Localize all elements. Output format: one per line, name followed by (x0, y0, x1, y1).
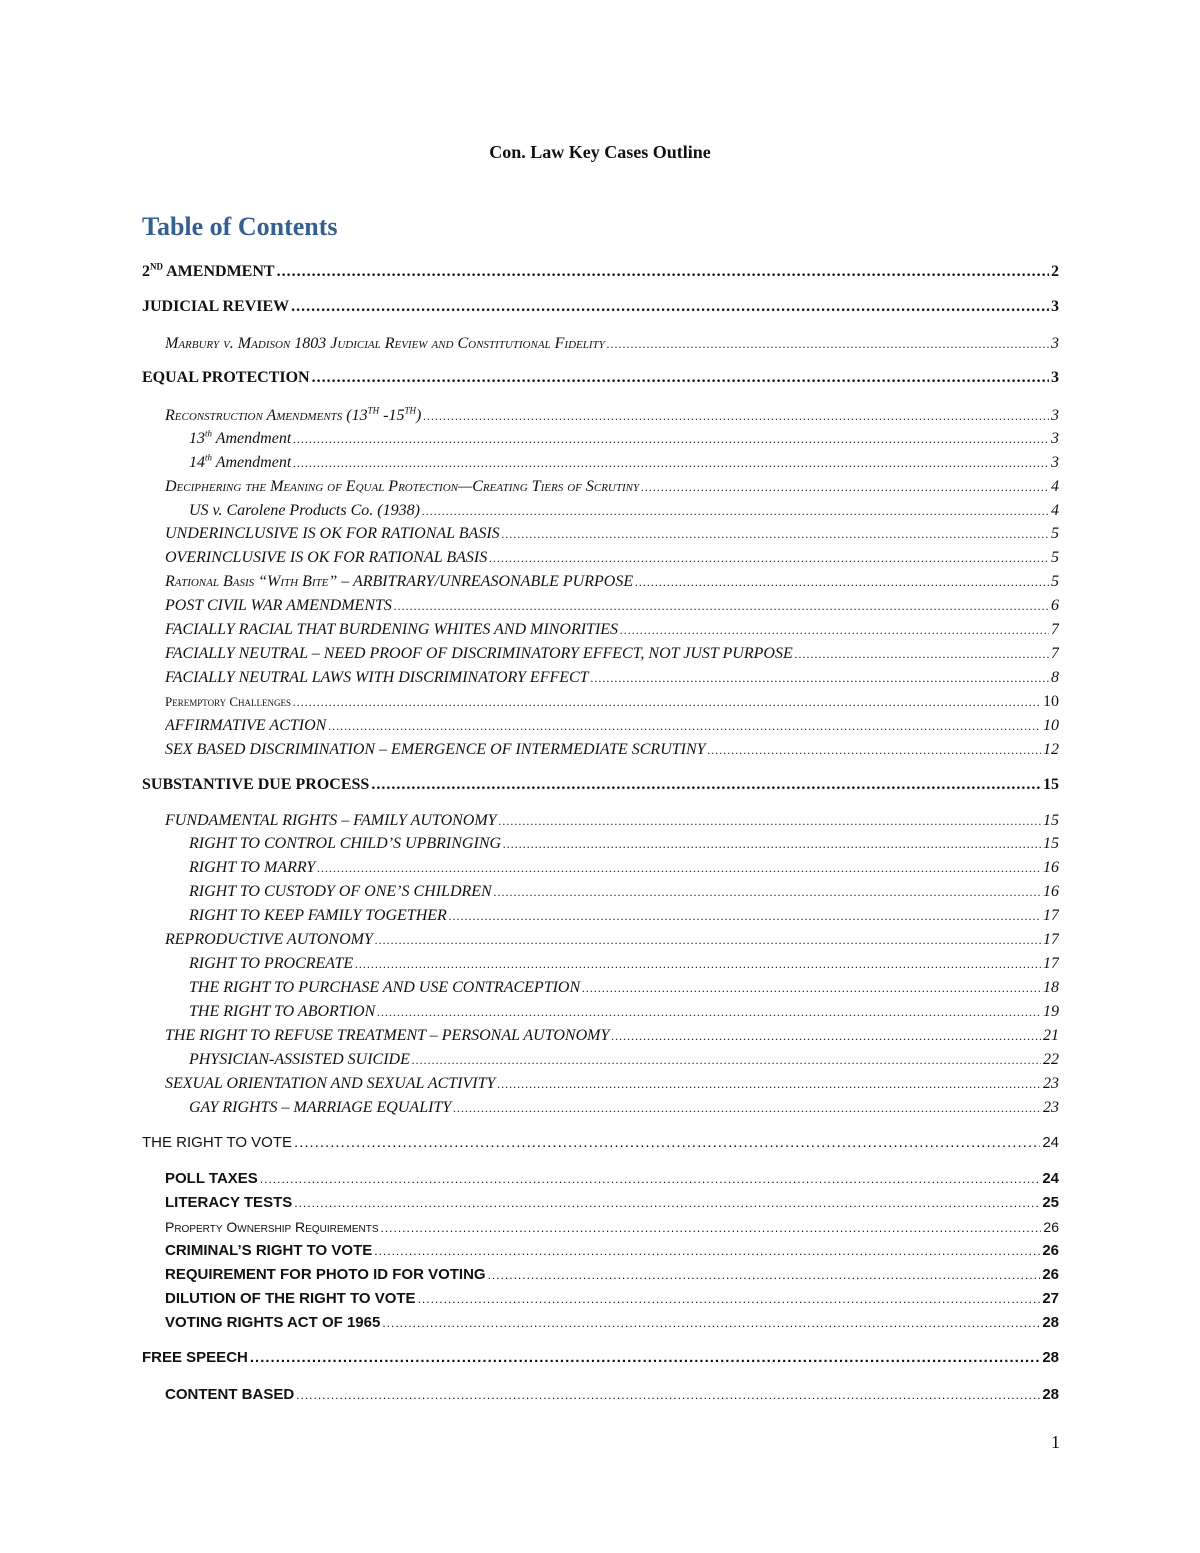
toc-entry-label: LITERACY TESTS (165, 1194, 293, 1211)
dot-leader (294, 1133, 1040, 1153)
dot-leader (422, 501, 1049, 521)
dot-leader (293, 453, 1049, 473)
toc-entry-label: DILUTION OF THE RIGHT TO VOTE (165, 1290, 416, 1307)
dot-leader (497, 1074, 1041, 1094)
dot-leader (641, 477, 1049, 497)
dot-leader (291, 297, 1049, 317)
toc-entry-page: 12 (1043, 741, 1059, 758)
toc-entry-page: 25 (1042, 1194, 1059, 1211)
toc-entry-page: 21 (1043, 1027, 1059, 1044)
toc-entry-page: 7 (1051, 645, 1059, 662)
toc-entry-label: SUBSTANTIVE DUE PROCESS (142, 776, 370, 793)
toc-entry-right-to-procreate[interactable] (189, 954, 1059, 976)
dot-leader (494, 882, 1041, 902)
dot-leader (260, 1169, 1041, 1189)
toc-entry-page: 22 (1043, 1051, 1059, 1068)
toc-entry-page: 27 (1042, 1290, 1059, 1307)
dot-leader (382, 1313, 1040, 1333)
toc-entry-page: 28 (1042, 1349, 1059, 1366)
toc-entry-label: Deciphering the Meaning of Equal Protection—Creating Tiers of Scrutiny (165, 478, 640, 495)
toc-entry-label: 13th Amendment (189, 429, 292, 447)
dot-leader (488, 1265, 1041, 1285)
dot-leader (277, 262, 1049, 282)
dot-leader (294, 1193, 1040, 1213)
toc-entry-label: US v. Carolene Products Co. (1938) (189, 502, 420, 519)
toc-entry-label: Reconstruction Amendments (13TH -15TH) (165, 406, 422, 424)
toc-entry-overinclusive[interactable] (165, 548, 1059, 570)
toc-entry-page: 3 (1051, 335, 1059, 352)
toc-entry-page: 17 (1043, 931, 1059, 948)
toc-entry-refuse-treatment[interactable] (165, 1026, 1059, 1048)
dot-leader (591, 668, 1049, 688)
toc-entry-sex-based-discrimination[interactable] (165, 740, 1059, 762)
toc-entry-label: SEX BASED DISCRIMINATION – EMERGENCE OF INTERMEDIATE SCRUTINY (165, 741, 706, 758)
toc-entry-poll-taxes[interactable] (165, 1169, 1059, 1191)
toc-entry-peremptory-challenges[interactable] (165, 692, 1059, 714)
toc-entry-page: 5 (1051, 525, 1059, 542)
dot-leader (607, 334, 1049, 354)
toc-entry-page: 28 (1042, 1314, 1059, 1331)
toc-entry-page: 15 (1043, 812, 1059, 829)
dot-leader (449, 906, 1041, 926)
toc-entry-label: JUDICIAL REVIEW (142, 298, 290, 315)
toc-entry-sexual-orientation[interactable] (165, 1074, 1059, 1096)
toc-entry-page: 23 (1043, 1075, 1059, 1092)
toc-entry-label: THE RIGHT TO REFUSE TREATMENT – PERSONAL AUTONOMY (165, 1027, 610, 1044)
toc-entry-label: THE RIGHT TO PURCHASE AND USE CONTRACEPTION (189, 979, 581, 996)
toc-entry-criminals-right-to-vote[interactable] (165, 1241, 1059, 1263)
toc-entry-literacy-tests[interactable] (165, 1193, 1059, 1215)
toc-entry-page: 19 (1043, 1003, 1059, 1020)
toc-entry-affirmative-action[interactable] (165, 716, 1059, 738)
toc-entry-page: 3 (1051, 430, 1059, 447)
dot-leader (317, 858, 1041, 878)
toc-entry-page: 4 (1051, 502, 1059, 519)
toc-entry-page: 16 (1043, 883, 1059, 900)
toc-entry-label: RIGHT TO KEEP FAMILY TOGETHER (189, 907, 447, 924)
toc-entry-label: Property Ownership Requirements (165, 1219, 379, 1235)
toc-entry-marbury[interactable] (165, 334, 1059, 356)
toc-entry-page: 3 (1051, 369, 1059, 386)
toc-entry-label: CRIMINAL’S RIGHT TO VOTE (165, 1242, 373, 1259)
document-title: Con. Law Key Cases Outline (489, 142, 711, 162)
dot-leader (795, 644, 1049, 664)
toc-entry-page: 17 (1043, 955, 1059, 972)
toc-entry-page: 24 (1042, 1170, 1059, 1187)
toc-entry-judicial-review[interactable] (142, 297, 1059, 319)
toc-entry-2nd-amendment[interactable] (142, 262, 1059, 284)
toc-entry-label: UNDERINCLUSIVE IS OK FOR RATIONAL BASIS (165, 525, 500, 542)
toc-entry-right-to-marry[interactable] (189, 858, 1059, 880)
dot-leader (503, 834, 1041, 854)
dot-leader (453, 1098, 1041, 1118)
toc-entry-page: 26 (1042, 1266, 1059, 1283)
dot-leader (296, 1385, 1040, 1405)
dot-leader (620, 620, 1049, 640)
toc-entry-label: FACIALLY NEUTRAL – NEED PROOF OF DISCRIMINATORY EFFECT, NOT JUST PURPOSE (165, 645, 793, 662)
toc-entry-label: FREE SPEECH (142, 1349, 248, 1366)
toc-entry-physician-assisted-suicide[interactable] (189, 1050, 1059, 1072)
toc-entry-label: POST CIVIL WAR AMENDMENTS (165, 597, 392, 614)
toc-entry-label: AFFIRMATIVE ACTION (165, 717, 327, 734)
toc-entry-label: FUNDAMENTAL RIGHTS – FAMILY AUTONOMY (165, 812, 497, 829)
toc-entry-page: 23 (1043, 1099, 1059, 1116)
toc-heading: Table of Contents (142, 212, 338, 241)
toc-entry-label: RIGHT TO MARRY (189, 859, 316, 876)
toc-entry-reconstruction-amendments[interactable] (165, 406, 1059, 428)
toc-entry-page: 18 (1043, 979, 1059, 996)
toc-entry-label: THE RIGHT TO ABORTION (189, 1003, 376, 1020)
toc-entry-page: 5 (1051, 549, 1059, 566)
dot-leader (412, 1050, 1041, 1070)
toc-entry-label: FACIALLY RACIAL THAT BURDENING WHITES AND MINORITIES (165, 621, 619, 638)
dot-leader (499, 811, 1041, 831)
toc-entry-photo-id[interactable] (165, 1265, 1059, 1287)
toc-entry-label: Marbury v. Madison 1803 Judicial Review and Constitutional Fidelity (165, 335, 605, 352)
dot-leader (375, 930, 1041, 950)
toc-entry-label: RIGHT TO CUSTODY OF ONE’S CHILDREN (189, 883, 492, 900)
toc-entry-dilution[interactable] (165, 1289, 1059, 1311)
toc-entry-label: VOTING RIGHTS ACT OF 1965 (165, 1314, 381, 1331)
toc-entry-content-based[interactable] (165, 1385, 1059, 1407)
toc-entry-carolene-products[interactable] (189, 501, 1059, 523)
toc-entry-13th-amendment[interactable] (189, 429, 1059, 451)
toc-entry-14th-amendment[interactable] (189, 453, 1059, 475)
toc-entry-label: EQUAL PROTECTION (142, 369, 310, 386)
toc-entry-rational-basis-with-bite[interactable] (165, 572, 1059, 594)
toc-entry-page: 2 (1051, 263, 1059, 280)
toc-entry-page: 16 (1043, 859, 1059, 876)
dot-leader (502, 524, 1049, 544)
toc-entry-contraception[interactable] (189, 978, 1059, 1000)
dot-leader (374, 1241, 1040, 1261)
toc-entry-property-ownership[interactable] (165, 1217, 1059, 1239)
toc-entry-label: CONTENT BASED (165, 1386, 295, 1403)
toc-entry-label: REPRODUCTIVE AUTONOMY (165, 931, 373, 948)
dot-leader (250, 1348, 1040, 1368)
dot-leader (381, 1218, 1042, 1238)
toc-entry-voting-rights-act[interactable] (165, 1313, 1059, 1335)
toc-entry-page: 17 (1043, 907, 1059, 924)
toc-entry-label: RIGHT TO PROCREATE (189, 955, 354, 972)
toc-entry-page: 3 (1051, 407, 1059, 424)
toc-entry-page: 3 (1051, 454, 1059, 471)
toc-entry-label: GAY RIGHTS – MARRIAGE EQUALITY (189, 1099, 452, 1116)
toc-entry-page: 15 (1043, 835, 1059, 852)
toc-entry-label: FACIALLY NEUTRAL LAWS WITH DISCRIMINATORY EFFECT (165, 669, 589, 686)
toc-entry-page: 6 (1051, 597, 1059, 614)
dot-leader (423, 406, 1049, 426)
toc-entry-label: POLL TAXES (165, 1170, 258, 1187)
dot-leader (418, 1289, 1041, 1309)
toc-entry-equal-protection[interactable] (142, 368, 1059, 390)
toc-entry-fundamental-rights-family[interactable] (165, 811, 1059, 833)
toc-entry-label: 14th Amendment (189, 453, 292, 471)
toc-entry-facially-neutral-effect[interactable] (165, 668, 1059, 690)
dot-leader (582, 978, 1041, 998)
toc-entry-underinclusive[interactable] (165, 524, 1059, 546)
toc-entry-free-speech[interactable] (142, 1348, 1059, 1370)
toc-entry-abortion[interactable] (189, 1002, 1059, 1024)
toc-entry-page: 15 (1043, 776, 1059, 793)
toc-entry-page: 26 (1043, 1219, 1059, 1235)
toc-entry-deciphering-equal-protection[interactable] (165, 477, 1059, 499)
toc-entry-facially-neutral-proof[interactable] (165, 644, 1059, 666)
toc-entry-page: 10 (1043, 717, 1059, 734)
toc-entry-page: 28 (1042, 1386, 1059, 1403)
dot-leader (377, 1002, 1041, 1022)
toc-entry-page: 26 (1042, 1242, 1059, 1259)
toc-entry-label: Peremptory Challenges (165, 694, 291, 709)
toc-entry-reproductive-autonomy[interactable] (165, 930, 1059, 952)
dot-leader (293, 429, 1049, 449)
toc-entry-label: RIGHT TO CONTROL CHILD’S UPBRINGING (189, 835, 502, 852)
dot-leader (293, 692, 1041, 712)
toc-entry-marriage-equality[interactable] (189, 1098, 1059, 1120)
toc-entry-page: 10 (1043, 693, 1059, 710)
toc-entry-page: 3 (1051, 298, 1059, 315)
toc-entry-facially-racial[interactable] (165, 620, 1059, 642)
toc-entry-keep-family-together[interactable] (189, 906, 1059, 928)
toc-entry-label: OVERINCLUSIVE IS OK FOR RATIONAL BASIS (165, 549, 488, 566)
dot-leader (328, 716, 1041, 736)
dot-leader (708, 740, 1041, 760)
toc-entry-custody[interactable] (189, 882, 1059, 904)
dot-leader (635, 572, 1049, 592)
toc-entry-right-to-vote[interactable] (142, 1133, 1059, 1155)
toc-entry-substantive-due-process[interactable] (142, 775, 1059, 797)
toc-entry-page: 5 (1051, 573, 1059, 590)
toc-entry-page: 7 (1051, 621, 1059, 638)
toc-entry-page: 8 (1051, 669, 1059, 686)
dot-leader (611, 1026, 1041, 1046)
toc-entry-page: 24 (1042, 1134, 1059, 1151)
dot-leader (312, 368, 1049, 388)
dot-leader (371, 775, 1041, 795)
dot-leader (489, 548, 1049, 568)
toc-entry-post-civil-war-amendments[interactable] (165, 596, 1059, 618)
toc-entry-label: Rational Basis “With Bite” – ARBITRARY/UNREASONABLE PURPOSE (165, 573, 634, 590)
toc-entry-page: 4 (1051, 478, 1059, 495)
toc-entry-label: SEXUAL ORIENTATION AND SEXUAL ACTIVITY (165, 1075, 496, 1092)
toc-entry-label: THE RIGHT TO VOTE (142, 1134, 293, 1151)
toc-entry-label: REQUIREMENT FOR PHOTO ID FOR VOTING (165, 1266, 486, 1283)
toc-entry-label: PHYSICIAN-ASSISTED SUICIDE (189, 1051, 410, 1068)
toc-entry-child-upbringing[interactable] (189, 834, 1059, 856)
dot-leader (355, 954, 1041, 974)
dot-leader (394, 596, 1049, 616)
toc-entry-label: 2ND AMENDMENT (142, 262, 275, 280)
page-number: 1 (1051, 1432, 1060, 1452)
